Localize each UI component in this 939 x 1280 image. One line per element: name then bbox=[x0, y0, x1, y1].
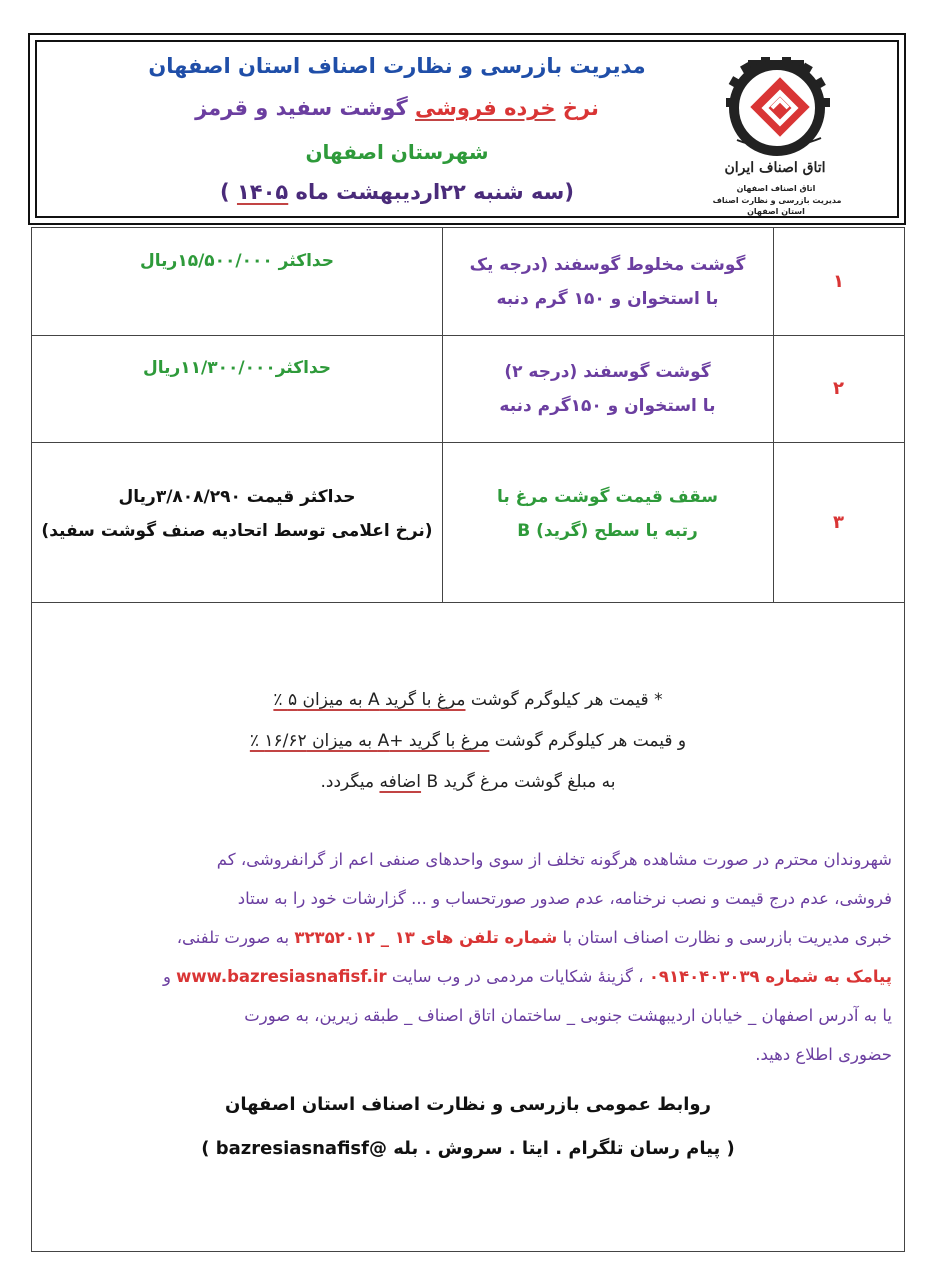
price-table bbox=[31, 227, 905, 603]
logo-line-2: مدیریت بازرسی و نظارت اصناف bbox=[712, 196, 842, 205]
note3-underlined: اضافه bbox=[379, 772, 422, 792]
header-city: شهرستان اصفهان bbox=[305, 140, 489, 164]
date-part-2: ) bbox=[220, 180, 237, 204]
subtitle-part-3: گوشت سفید و قرمز bbox=[195, 96, 416, 120]
logo-brand-text: اتاق اصناف ایران bbox=[724, 160, 826, 176]
table-row bbox=[32, 442, 904, 602]
sms-number: پیامک به شماره ۰۹۱۴۰۴۰۳۰۳۹ bbox=[648, 967, 892, 986]
price-text: حداکثر ۱۵/۵۰۰/۰۰۰ریال bbox=[140, 250, 334, 271]
row-number-cell bbox=[773, 335, 904, 442]
paragraph-line-2: فروشی، عدم درج قیمت و نصب نرخنامه، عدم صدور صورتحساب و ... گزارشات خود را به ستاد bbox=[237, 889, 892, 908]
para4-text: ، گزینهٔ شکایات مردمی در وب سایت bbox=[386, 967, 649, 986]
paragraph-line-1: شهروندان محترم در صورت مشاهده هرگونه تخلف از سوی واحدهای صنفی اعم از گرانفروشی، کم bbox=[216, 850, 892, 869]
row-number: ۱ bbox=[833, 271, 844, 292]
product-line-2: رتبه یا سطح (گرید) B bbox=[517, 521, 698, 541]
product-line-1: گوشت گوسفند (درجه ۲) bbox=[504, 361, 711, 382]
subtitle-part-1: نرخ bbox=[555, 96, 599, 120]
note3-text: به مبلغ گوشت مرغ گرید B bbox=[421, 772, 616, 792]
product-text bbox=[470, 248, 746, 316]
price-text: حداکثر۱۱/۳۰۰/۰۰۰ریال bbox=[142, 357, 332, 378]
header-inner-border bbox=[35, 40, 899, 218]
product-text bbox=[499, 355, 715, 423]
product-cell bbox=[442, 228, 774, 335]
note3-tail: میگردد. bbox=[320, 772, 380, 792]
phone-numbers: شماره تلفن های ۱۳ _ ۳۲۳۵۲۰۱۲ bbox=[294, 928, 558, 947]
product-line-2: با استخوان و ۱۵۰ گرم دنبه bbox=[496, 288, 719, 309]
product-line-1: سقف قیمت گوشت مرغ با bbox=[496, 487, 719, 507]
subtitle-part-2: خرده فروشی bbox=[415, 96, 556, 120]
note-grade-a-plus bbox=[32, 731, 904, 751]
product-cell bbox=[442, 335, 774, 442]
note-added-to-grade-b bbox=[32, 772, 904, 792]
footer-messengers: ( پیام رسان تلگرام . ایتا . سروش . بله @bazresiasnafisf ) bbox=[201, 1138, 735, 1159]
date-part-1: (سه شنبه ۲۲اردیبهشت ماه bbox=[288, 180, 574, 204]
price-cell bbox=[32, 335, 443, 442]
price-cell bbox=[32, 442, 443, 602]
row-number: ۳ bbox=[833, 511, 844, 533]
date-year: ۱۴۰۵ bbox=[236, 180, 289, 204]
product-cell bbox=[442, 442, 774, 602]
para3-tail: به صورت تلفنی، bbox=[176, 928, 295, 947]
header-frame bbox=[28, 33, 906, 225]
note-grade-a bbox=[32, 690, 904, 710]
table-row bbox=[32, 335, 904, 443]
row-number-cell bbox=[773, 442, 904, 602]
note1-text: * قیمت هر کیلوگرم گوشت bbox=[465, 690, 663, 710]
row-number-cell bbox=[773, 228, 904, 335]
header-date bbox=[77, 180, 717, 204]
product-text bbox=[497, 480, 718, 548]
price-line-2: (نرخ اعلامی توسط اتحادیه صنف گوشت سفید) bbox=[41, 521, 433, 541]
paragraph-line-5: یا به آدرس اصفهان _ خیابان اردیبهشت جنوبی _ ساختمان اتاق اصناف _ طبقه زیرین، به صورت bbox=[244, 1006, 892, 1025]
note2-underlined: مرغ با گرید +A به میزان ۱۶/۶۲ ٪ bbox=[249, 731, 490, 751]
product-line-1: گوشت مخلوط گوسفند (درجه یک bbox=[469, 254, 746, 275]
price-text bbox=[41, 480, 432, 548]
para3-text: خبری مدیریت بازرسی و نظارت اصناف استان با bbox=[557, 928, 892, 947]
website-link[interactable]: www.bazresiasnafisf.ir bbox=[176, 967, 387, 986]
notes-box bbox=[31, 602, 905, 1252]
note2-text: و قیمت هر کیلوگرم گوشت bbox=[489, 731, 687, 751]
logo-line-3: استان اصفهان bbox=[747, 207, 805, 216]
price-cell bbox=[32, 228, 443, 335]
paragraph-line-6: حضوری اطلاع دهید. bbox=[755, 1045, 892, 1064]
paragraph-line-3 bbox=[46, 928, 892, 947]
para4-tail: و bbox=[162, 967, 177, 986]
logo bbox=[701, 56, 851, 220]
header-subtitle bbox=[77, 96, 717, 120]
row-number: ۲ bbox=[833, 378, 844, 399]
header-title: مدیریت بازرسی و نظارت اصناف استان اصفهان bbox=[148, 54, 646, 78]
paragraph-line-4 bbox=[46, 967, 892, 986]
table-row bbox=[32, 228, 904, 336]
gear-emblem-icon bbox=[701, 56, 851, 160]
logo-line-1: اتاق اصناف اصفهان bbox=[736, 184, 816, 193]
note1-underlined: مرغ با گرید A به میزان ۵ ٪ bbox=[273, 690, 466, 710]
product-line-2: با استخوان و ۱۵۰گرم دنبه bbox=[499, 395, 716, 416]
price-line-1: حداکثر قیمت ۳/۸۰۸/۲۹۰ریال bbox=[118, 487, 356, 507]
footer-title: روابط عمومی بازرسی و نظارت اصناف استان اصفهان bbox=[225, 1094, 711, 1115]
